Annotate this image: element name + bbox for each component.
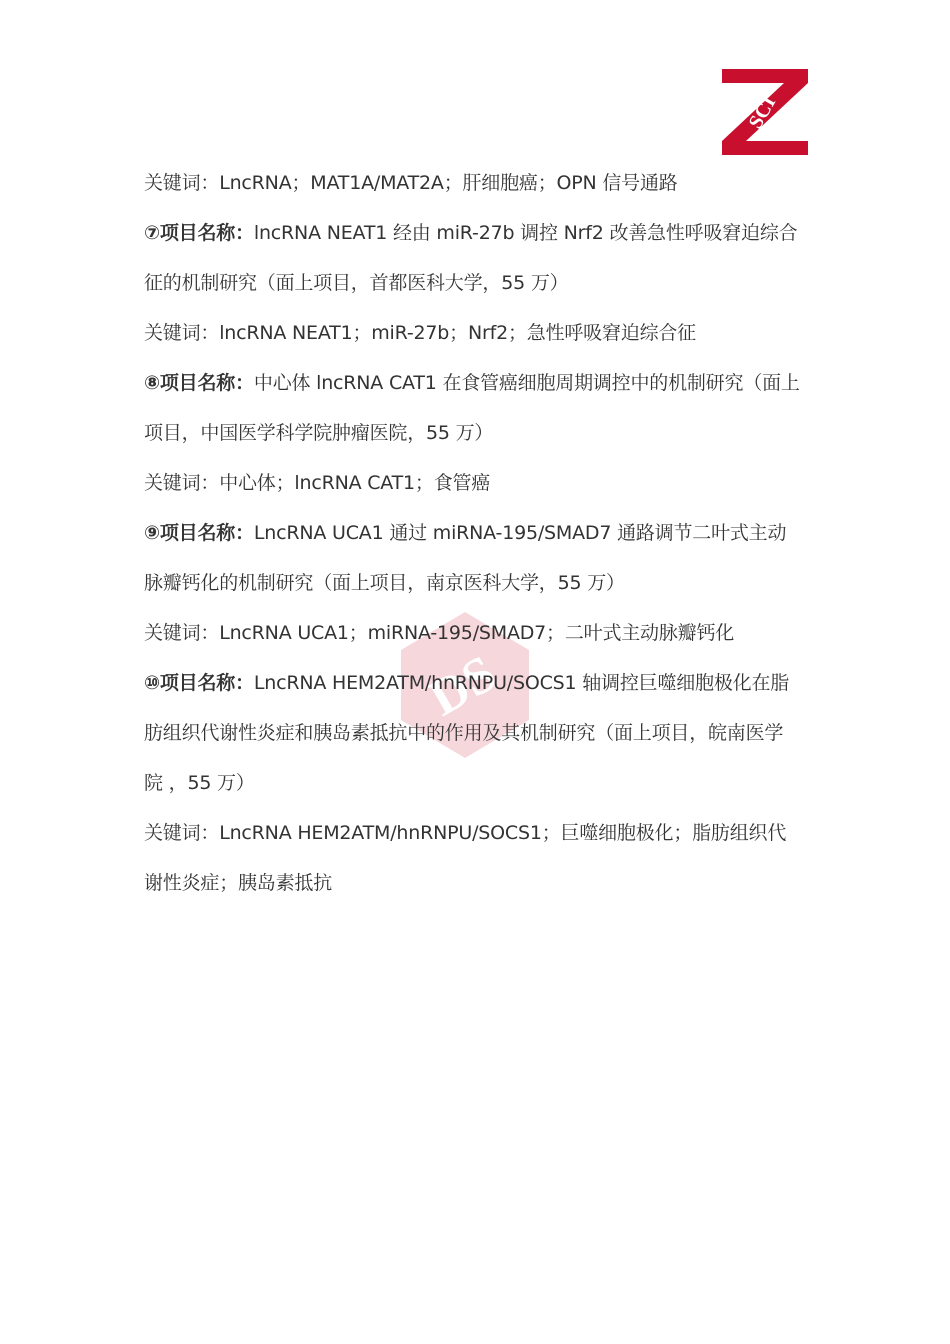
project-8-title: ⑧项目名称：中心体 lncRNA CAT1 在食管癌细胞周期调控中的机制研究（面上 <box>144 372 800 394</box>
project-7-title-cont: 征的机制研究（面上项目，首都医科大学，55 万） <box>144 272 569 294</box>
project-8-title-cont: 项目，中国医学科学院肿瘤医院，55 万） <box>144 422 494 444</box>
project-10-title: ⑩项目名称：LncRNA HEM2ATM/hnRNPU/SOCS1 轴调控巨噬细胞极化在脂 <box>144 672 790 694</box>
project-label: ⑧项目名称： <box>144 372 254 394</box>
project-10-title-cont2: 院 ，55 万） <box>144 772 255 794</box>
project-8-keywords: 关键词：中心体；lncRNA CAT1；食管癌 <box>144 472 491 494</box>
project-9-title: ⑨项目名称：LncRNA UCA1 通过 miRNA-195/SMAD7 通路调节二叶式主动 <box>144 522 787 544</box>
project-label: ⑨项目名称： <box>144 522 254 544</box>
document-body <box>144 158 810 908</box>
project-10-title-cont: 肪组织代谢性炎症和胰岛素抵抗中的作用及其机制研究（面上项目，皖南医学 <box>144 722 784 744</box>
project-9-keywords: 关键词：LncRNA UCA1；miRNA-195/SMAD7；二叶式主动脉瓣钙化 <box>144 622 735 644</box>
logo-text: SCI <box>744 92 781 133</box>
project-7-keywords: 关键词：lncRNA NEAT1；miR-27b；Nrf2；急性呼吸窘迫综合征 <box>144 322 696 344</box>
project-9-title-cont: 脉瓣钙化的机制研究（面上项目，南京医科大学，55 万） <box>144 572 625 594</box>
sci-logo <box>722 69 808 155</box>
project-7-title: ⑦项目名称：lncRNA NEAT1 经由 miR-27b 调控 Nrf2 改善急性呼吸窘迫综合 <box>144 222 798 244</box>
project-label: ⑦项目名称： <box>144 222 254 244</box>
project-10-keywords: 关键词：LncRNA HEM2ATM/hnRNPU/SOCS1；巨噬细胞极化；脂肪组织代 <box>144 822 787 844</box>
keywords-line: 关键词：LncRNA；MAT1A/MAT2A；肝细胞癌；OPN 信号通路 <box>144 172 678 194</box>
project-10-keywords-cont: 谢性炎症；胰岛素抵抗 <box>144 872 333 894</box>
watermark-text: DS <box>419 644 506 728</box>
project-label: ⑩项目名称： <box>144 672 254 694</box>
